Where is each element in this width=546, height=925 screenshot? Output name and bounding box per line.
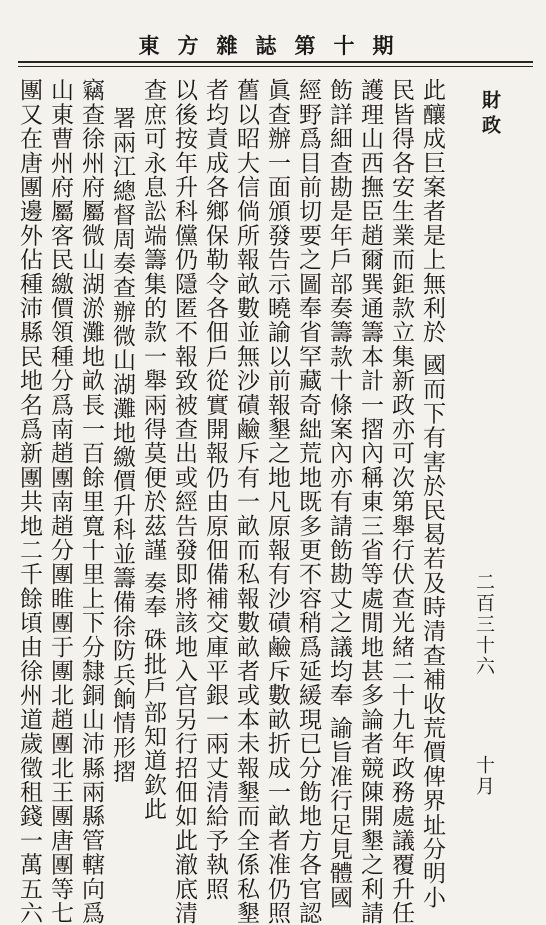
month-label: 十月 xyxy=(473,755,495,797)
text-column-2: 民皆得各安生業而鉅款立集新政亦可次第舉行伏查光緒二十九年政務處議覆升任 xyxy=(388,78,414,925)
text-column-8: 者均責成各鄉保勒令各佃戶從實開報仍由原佃備補交庫平銀一兩丈清給予執照 xyxy=(202,78,228,901)
memorial-title: 署兩江總督周奏查辦微山湖灘地繳價升科並籌備徐防兵餉情形摺 xyxy=(109,106,135,784)
text-column-1: 此釀成巨案者是上無利於 國而下有害於民曷若及時清查補收荒價俾界址分明小 xyxy=(419,78,445,910)
header-rule-thin xyxy=(18,66,533,67)
text-column-5: 經野爲目前切要之圖奉省罕藏奇絀荒地既多更不容稍爲延緩現已分飭地方各官認 xyxy=(295,78,321,925)
text-column-7: 舊以昭大信倘所報畝數並無沙磧鹼斥有一畝而私報數畝者或本未報墾而全係私墾 xyxy=(233,78,259,925)
text-column-10: 查庶可永息訟端籌集的款一舉兩得莫便於茲謹 奏奉 硃批戶部知道欽此 xyxy=(140,78,166,822)
text-column-9: 以後按年升科儻仍隱匿不報致被查出或經告發即將該地入官另行招佃如此澈底清 xyxy=(171,78,197,925)
page-number: 二百三十六 xyxy=(473,572,495,677)
text-column-3: 護理山西撫臣趙爾巽通籌本計一摺內稱東三省等處閒地甚多論者競陳開墾之利請 xyxy=(357,78,383,925)
text-column-12: 竊查徐州府屬微山湖淤灘地畝長一百餘里寬十里上下分隸銅山沛縣兩縣管轄向爲 xyxy=(78,78,104,925)
header-rule xyxy=(18,61,533,63)
section-label: 財政 xyxy=(479,90,501,140)
text-column-13: 山東曹州府屬客民繳價領種分爲南趙團南趙分團睢團于團北趙團北王團唐團等七 xyxy=(47,78,73,925)
text-column-6: 眞查辦一面頒發告示曉諭以前報墾之地凡原報有沙磧鹼斥數畝折成一畝者准仍照 xyxy=(264,78,290,925)
text-column-14: 團又在唐團邊外佔種沛縣民地名爲新團共地二千餘頃由徐州道歲徵租錢一萬五六 xyxy=(16,78,42,925)
text-column-4: 飭詳細查勘是年戶部奏籌款十條案內亦有請飭勘丈之議均奉 諭旨准行足見體國 xyxy=(326,78,352,910)
page-header-title: 東方雜誌第十期 xyxy=(138,33,412,58)
